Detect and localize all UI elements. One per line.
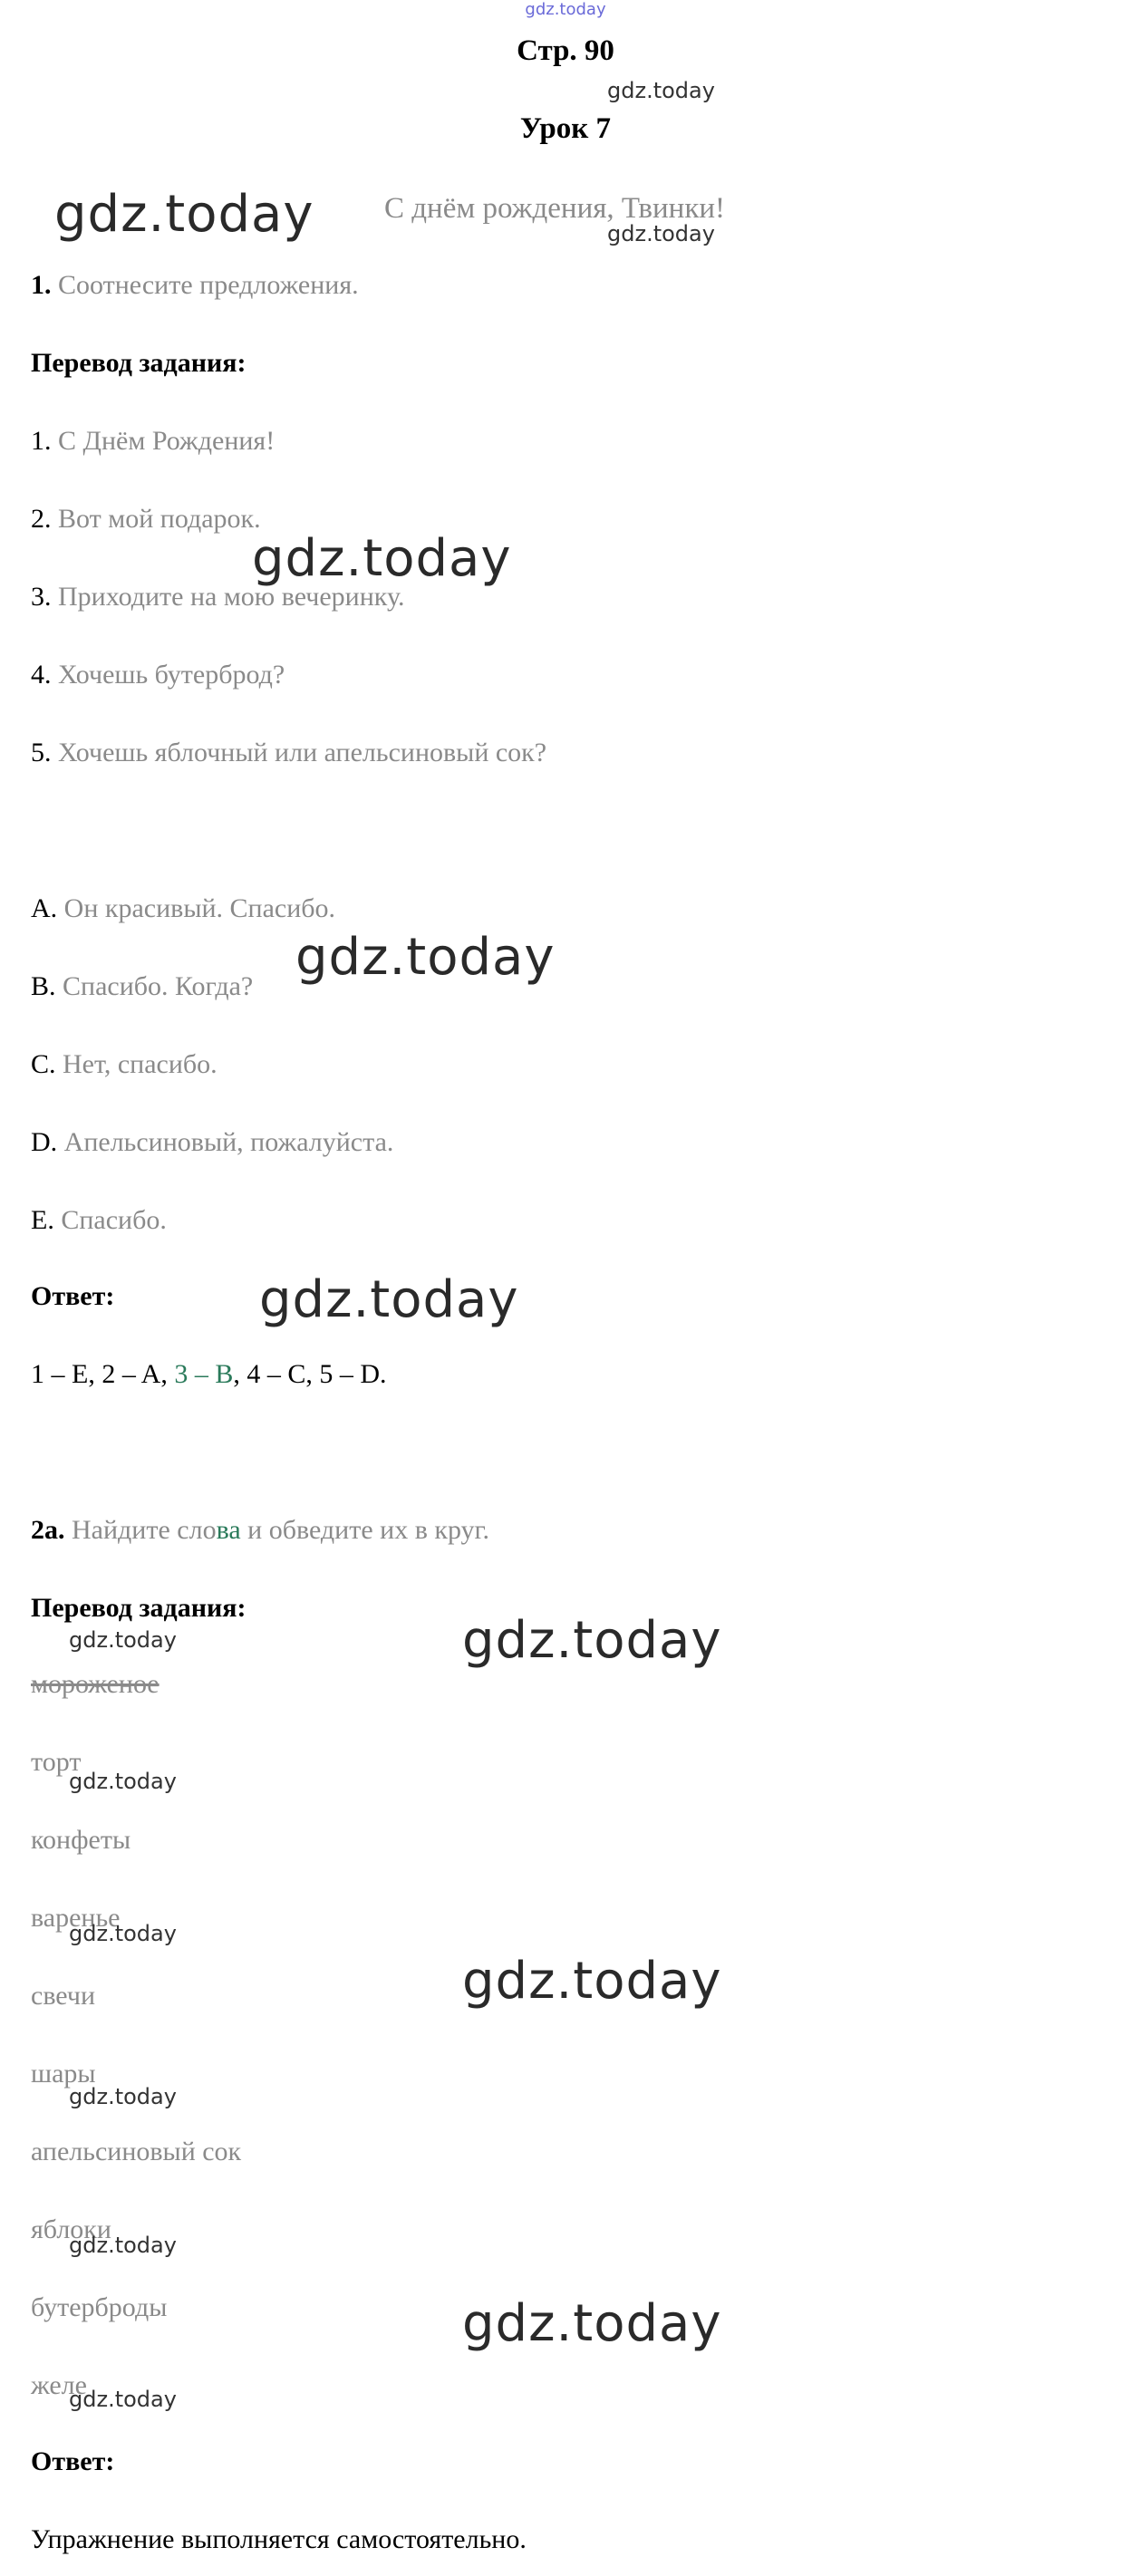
answer-part: , 4 – C, 5 – D. (233, 1359, 387, 1389)
sentence-item (31, 738, 546, 768)
lesson-subtitle: С днём рождения, Твинки! (384, 192, 726, 225)
watermark-small: gdz.today (69, 1769, 177, 1794)
watermark-large: gdz.today (462, 2294, 722, 2353)
word-item: торт (31, 1747, 82, 1777)
instruction-part: Найдите сло (72, 1515, 217, 1545)
response-text: Спасибо. Когда? (63, 971, 254, 1001)
response-text: Апельсиновый, пожалуйста. (63, 1127, 394, 1157)
sentence-item (31, 660, 285, 690)
answer-part: 1 – E, 2 – A, (31, 1359, 175, 1389)
response-text: Он красивый. Спасибо. (63, 893, 336, 923)
sentence-text: Хочешь бутерброд? (58, 660, 285, 690)
watermark-small: gdz.today (69, 1627, 177, 1653)
watermark-large: gdz.today (54, 185, 314, 244)
watermark-small: gdz.today (69, 1921, 177, 1946)
page-number: Стр. 90 (517, 34, 614, 67)
watermark-small: gdz.today (69, 2084, 177, 2109)
task1-answer (31, 1359, 387, 1390)
sentence-number: 2. (31, 504, 52, 534)
task2a-translation-label: Перевод задания: (31, 1593, 246, 1623)
sentence-number: 1. (31, 426, 52, 456)
response-text: Нет, спасибо. (63, 1049, 218, 1079)
word-item: конфеты (31, 1825, 131, 1855)
response-letter: D. (31, 1127, 58, 1157)
sentence-item (31, 504, 261, 535)
watermark-small: gdz.today (69, 2233, 177, 2258)
instruction-part: и обведите их в круг. (240, 1515, 489, 1545)
sentence-number: 5. (31, 738, 52, 767)
watermark-large: gdz.today (252, 529, 512, 588)
task2a-number: 2a. (31, 1515, 65, 1545)
task1-instruction: Соотнесите предложения. (58, 270, 359, 300)
sentence-number: 4. (31, 660, 52, 690)
sentence-item (31, 426, 275, 457)
word-item: апельсиновый сок (31, 2137, 242, 2166)
response-item (31, 1127, 393, 1158)
task1-translation-label: Перевод задания: (31, 348, 246, 378)
sentence-text: С Днём Рождения! (58, 426, 276, 456)
response-item (31, 971, 253, 1002)
answer-part: 3 – B (174, 1359, 234, 1389)
word-item: шары (31, 2059, 96, 2089)
task1-answer-label: Ответ: (31, 1281, 115, 1311)
response-item (31, 893, 335, 924)
word-item: свечи (31, 1981, 96, 2011)
task2a-instruction (72, 1515, 489, 1545)
watermark-large: gdz.today (295, 928, 556, 987)
watermark-small: gdz.today (69, 2387, 177, 2412)
task2a-answer: Упражнение выполняется самостоятельно. (31, 2524, 527, 2554)
response-item (31, 1205, 167, 1236)
task2a-answer-label: Ответ: (31, 2446, 115, 2476)
watermark-large: gdz.today (462, 1611, 722, 1670)
task1-number: 1. (31, 270, 52, 300)
response-text: Спасибо. (61, 1205, 167, 1235)
word-item: желе (31, 2370, 87, 2400)
watermark-small: gdz.today (607, 78, 715, 103)
watermark-large: gdz.today (259, 1270, 519, 1329)
watermark-large: gdz.today (462, 1952, 722, 2011)
word-item: варенье (31, 1903, 121, 1933)
response-letter: A. (31, 893, 58, 923)
sentence-item (31, 582, 404, 613)
sentence-text: Вот мой подарок. (58, 504, 261, 534)
word-item: яблоки (31, 2214, 111, 2244)
word-item: бутерброды (31, 2292, 168, 2322)
sentence-text: Хочешь яблочный или апельсиновый сок? (58, 738, 547, 767)
response-item (31, 1049, 218, 1080)
sentence-number: 3. (31, 582, 52, 612)
word-item: мороженое (31, 1669, 160, 1699)
sentence-text: Приходите на мою вечеринку. (58, 582, 405, 612)
response-letter: E. (31, 1205, 54, 1235)
lesson-title: Урок 7 (519, 112, 612, 145)
instruction-part: ва (216, 1515, 241, 1545)
task1-heading (31, 270, 359, 301)
task2a-heading (31, 1515, 489, 1546)
response-letter: B. (31, 971, 56, 1001)
response-letter: C. (31, 1049, 56, 1079)
watermark-top: gdz.today (525, 0, 606, 19)
watermark-small: gdz.today (607, 221, 715, 246)
